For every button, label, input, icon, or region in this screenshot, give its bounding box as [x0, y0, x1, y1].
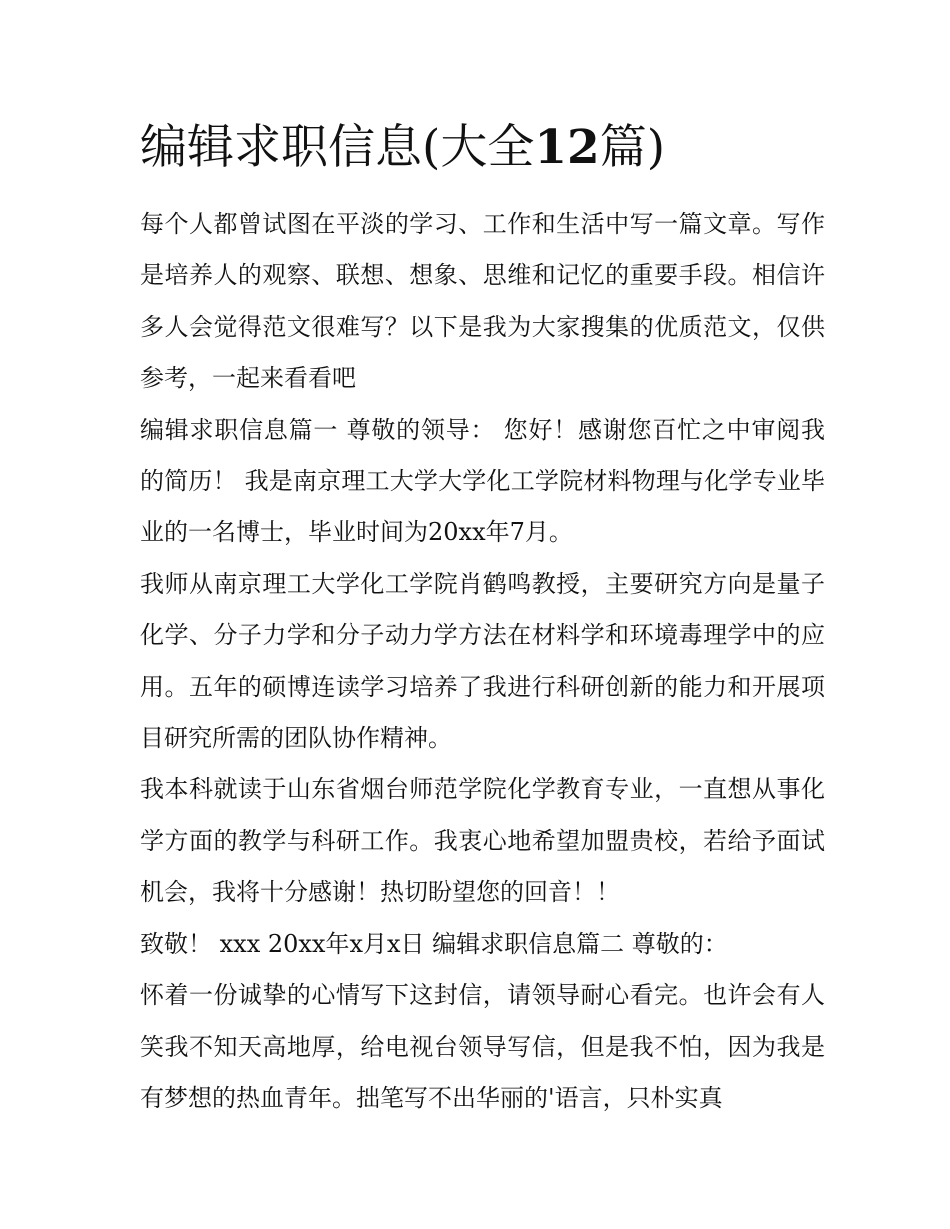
paragraph-closing-and-letter-two: 致敬！ xxx 20xx年x月x日 编辑求职信息篇二 尊敬的： [140, 929, 728, 958]
paragraph-intro: 每个人都曾试图在平淡的学习、工作和生活中写一篇文章。写作是培养人的观察、联想、想象、思维和记忆的重要手段。相信许多人会觉得范文很难写？以下是我为大家搜集的优质范文，仅供参考，一起来看看吧 [140, 210, 825, 393]
document-body [140, 199, 825, 1124]
paragraph-letter-two-body: 怀着一份诚挚的心情写下这封信，请领导耐心看完。也许会有人笑我不知天高地厚，给电视台领导写信，但是我不怕，因为我是有梦想的热血青年。拙笔写不出华丽的'语言，只朴实真 [140, 981, 825, 1112]
document-title [140, 118, 820, 178]
paragraph-letter-one-opening: 编辑求职信息篇一 尊敬的领导： 您好！感谢您百忙之中审阅我的简历！ 我是南京理工大学大学化工学院材料物理与化学专业毕业的一名博士，毕业时间为20xx年7月。 [140, 415, 825, 547]
paragraph-research: 我师从南京理工大学化工学院肖鹤鸣教授，主要研究方向是量子化学、分子力学和分子动力学方法在材料学和环境毒理学中的应用。五年的硕博连读学习培养了我进行科研创新的能力和开展项目研究所需的团队协作精神。 [140, 569, 825, 753]
title-suffix: 篇) [599, 120, 666, 175]
paragraph-education: 我本科就读于山东省烟台师范学院化学教育专业，一直想从事化学方面的教学与科研工作。我衷心地希望加盟贵校，若给予面试机会，我将十分感谢！热切盼望您的回音！！ [140, 775, 825, 907]
title-number: 12 [534, 120, 600, 175]
title-prefix: 编辑求职信息(大全 [140, 120, 535, 175]
